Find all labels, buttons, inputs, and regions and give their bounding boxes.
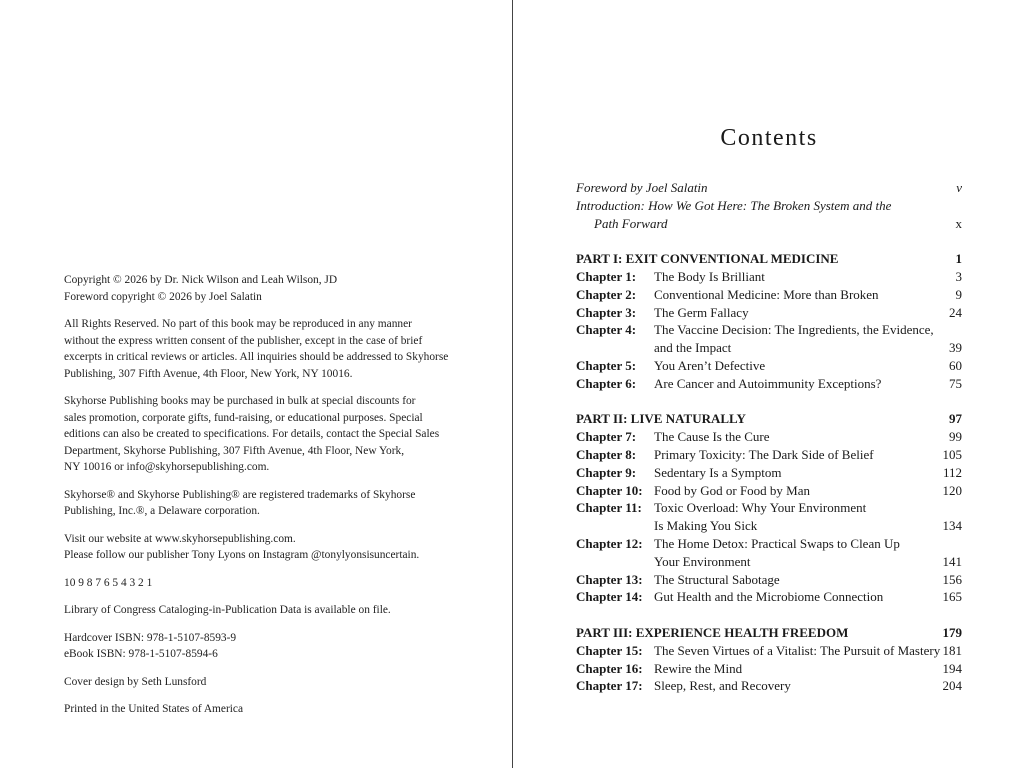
toc-chapter-entry [576,321,962,339]
toc-chapter-label: Chapter 1: [576,268,637,284]
toc-chapter-title: Your Environment [654,553,751,569]
toc-chapter-title: Primary Toxicity: The Dark Side of Belief [654,446,874,462]
toc-chapter-label: Chapter 9: [576,464,637,480]
toc-chapter-label: Chapter 4: [576,322,637,338]
toc-chapter-title: Sleep, Rest, and Recovery [654,678,791,694]
copyright-paragraph [64,487,464,520]
toc-page-number: 165 [942,589,962,605]
toc-chapter-label: Chapter 17: [576,678,643,694]
copyright-line: 10 9 8 7 6 5 4 3 2 1 [64,576,153,589]
copyright-line: NY 10016 or info@skyhorsepublishing.com. [64,461,270,473]
toc-entry-title: Path Forward [594,215,668,231]
toc-chapter-label: Chapter 7: [576,429,637,445]
toc-chapter-label: Chapter 15: [576,642,643,658]
copyright-paragraph [64,393,464,476]
copyright-line: Skyhorse Publishing books may be purchased in bulk at special discounts for [64,395,416,407]
toc-chapter-entry [576,464,962,482]
copyright-line: without the express written consent of the publisher, except in the case of brief [64,334,423,347]
toc-part-title: PART II: LIVE NATURALLY [576,411,746,427]
copyright-paragraph [64,316,464,382]
toc-chapter-label: Chapter 2: [576,286,637,302]
toc-page-number: 1 [955,251,962,267]
toc-chapter-label: Chapter 11: [576,500,642,516]
toc-chapter-entry [576,428,962,446]
toc-part-title: PART I: EXIT CONVENTIONAL MEDICINE [576,251,839,267]
toc-spacer [576,393,962,411]
toc-page-number: 99 [949,429,962,445]
toc-page-number: 134 [942,518,962,534]
copyright-page [64,272,464,729]
toc-page-number: 120 [942,482,962,498]
toc-part-heading [576,624,962,642]
toc-spacer [576,606,962,624]
copyright-line: Hardcover ISBN: 978-1-5107-8593-9 [64,631,237,644]
toc-page-number: 181 [942,642,962,658]
toc-chapter-title: The Cause Is the Cure [654,429,770,445]
toc-chapter-title: Are Cancer and Autoimmunity Exceptions? [654,375,882,391]
copyright-paragraph [64,630,464,663]
toc-chapter-entry [576,375,962,393]
toc-chapter-entry [576,588,962,606]
toc-chapter-entry [576,517,962,535]
toc-chapter-entry [576,553,962,571]
copyright-line: Library of Congress Cataloging-in-Publication Data is available on file. [64,604,391,616]
toc-page-number: 60 [949,357,962,373]
toc-page-number: 9 [955,286,962,302]
copyright-line: Department, Skyhorse Publishing, 307 Fifth Avenue, 4th Floor, New York, [64,444,405,457]
toc-chapter-entry [576,535,962,553]
toc-chapter-title: The Vaccine Decision: The Ingredients, the Evidence, [654,322,934,338]
toc-chapter-entry [576,677,962,695]
toc-chapter-title: The Germ Fallacy [654,304,749,320]
copyright-line: Please follow our publisher Tony Lyons on Instagram @tonylyonsisuncertain. [64,549,420,561]
copyright-line: Visit our website at www.skyhorsepublishing.com. [64,532,296,545]
copyright-line: eBook ISBN: 978-1-5107-8594-6 [64,648,218,660]
copyright-line: Copyright © 2026 by Dr. Nick Wilson and Leah Wilson, JD [64,274,338,286]
toc-chapter-entry [576,304,962,322]
contents-title: Contents [720,125,818,151]
toc-chapter-label: Chapter 16: [576,660,643,676]
copyright-line: editions can also be created to specifications. For details, contact the Special Sales [64,428,440,440]
copyright-line: Cover design by Seth Lunsford [64,675,207,688]
copyright-line: excerpts in critical reviews or articles. All inquiries should be addressed to Skyhorse [64,351,449,363]
toc-chapter-title: Gut Health and the Microbiome Connection [654,589,884,605]
toc-chapter-title: Conventional Medicine: More than Broken [654,286,879,302]
toc-chapter-entry [576,286,962,304]
toc-page-number: 194 [942,660,962,676]
copyright-line: Publishing, 307 Fifth Avenue, 4th Floor, New York, NY 10016. [64,367,353,380]
toc-chapter-title: The Structural Sabotage [654,571,780,587]
toc-page-number: 75 [949,375,962,391]
toc-chapter-label: Chapter 14: [576,589,643,605]
copyright-paragraph [64,575,464,592]
toc-chapter-entry [576,339,962,357]
toc-chapter-label: Chapter 3: [576,304,637,320]
copyright-line: Skyhorse® and Skyhorse Publishing® are registered trademarks of Skyhorse [64,488,416,501]
toc-page-number: 112 [942,464,962,480]
copyright-line: sales promotion, corporate gifts, fund-raising, or educational purposes. Special [64,411,423,424]
toc-part-heading [576,250,962,268]
toc-chapter-label: Chapter 10: [576,482,643,498]
copyright-paragraph [64,531,464,564]
toc-front-matter-entry [576,215,962,233]
toc-page-number: x [955,215,962,231]
toc-chapter-title: Is Making You Sick [654,518,758,534]
toc-chapter-label: Chapter 6: [576,375,637,391]
toc-chapter-label: Chapter 8: [576,446,637,462]
table-of-contents [576,179,962,695]
toc-chapter-title: The Seven Virtues of a Vitalist: The Pursuit of Mastery [654,642,941,658]
toc-page-number: 179 [942,624,962,640]
toc-chapter-entry [576,571,962,589]
copyright-line: Publishing, Inc.®, a Delaware corporation. [64,505,260,517]
copyright-line: Foreword copyright © 2026 by Joel Salatin [64,290,262,303]
toc-page-number: 204 [942,678,962,694]
toc-chapter-title: The Body Is Brilliant [654,268,765,284]
toc-chapter-entry [576,446,962,464]
copyright-paragraph [64,701,464,718]
toc-chapter-title: Sedentary Is a Symptom [654,464,782,480]
toc-page-number: 105 [942,446,962,462]
copyright-paragraph [64,272,464,305]
toc-page-number: v [956,180,962,195]
toc-entry-title: Foreword by Joel Salatin [576,180,708,195]
toc-chapter-title: and the Impact [654,340,732,356]
toc-part-heading [576,410,962,428]
toc-chapter-entry [576,660,962,678]
copyright-line: All Rights Reserved. No part of this book may be reproduced in any manner [64,318,412,330]
toc-front-matter-entry [576,179,962,197]
toc-chapter-title: The Home Detox: Practical Swaps to Clean Up [654,535,900,551]
toc-spacer [576,232,962,250]
toc-page-number: 39 [949,340,962,356]
toc-chapter-title: Food by God or Food by Man [654,482,811,498]
toc-chapter-entry [576,357,962,375]
toc-page-number: 24 [949,304,962,320]
copyright-paragraph [64,674,464,691]
copyright-paragraph [64,602,464,619]
toc-chapter-title: Toxic Overload: Why Your Environment [654,500,867,516]
copyright-line: Printed in the United States of America [64,703,244,715]
toc-chapter-label: Chapter 5: [576,357,637,373]
toc-chapter-label: Chapter 12: [576,535,643,551]
toc-chapter-title: Rewire the Mind [654,660,743,676]
toc-front-matter-entry [576,197,962,215]
toc-chapter-entry [576,642,962,660]
toc-chapter-entry [576,499,962,517]
toc-entry-title: Introduction: How We Got Here: The Broken System and the [576,197,892,213]
page-gutter-divider [512,0,513,768]
toc-chapter-entry [576,482,962,500]
toc-chapter-label: Chapter 13: [576,571,643,587]
toc-part-title: PART III: EXPERIENCE HEALTH FREEDOM [576,624,849,640]
toc-chapter-entry [576,268,962,286]
toc-page-number: 141 [942,553,962,569]
toc-page-number: 3 [955,268,962,284]
toc-page-number: 156 [942,571,962,587]
toc-chapter-title: You Aren’t Defective [654,357,766,373]
toc-page-number: 97 [949,411,962,427]
